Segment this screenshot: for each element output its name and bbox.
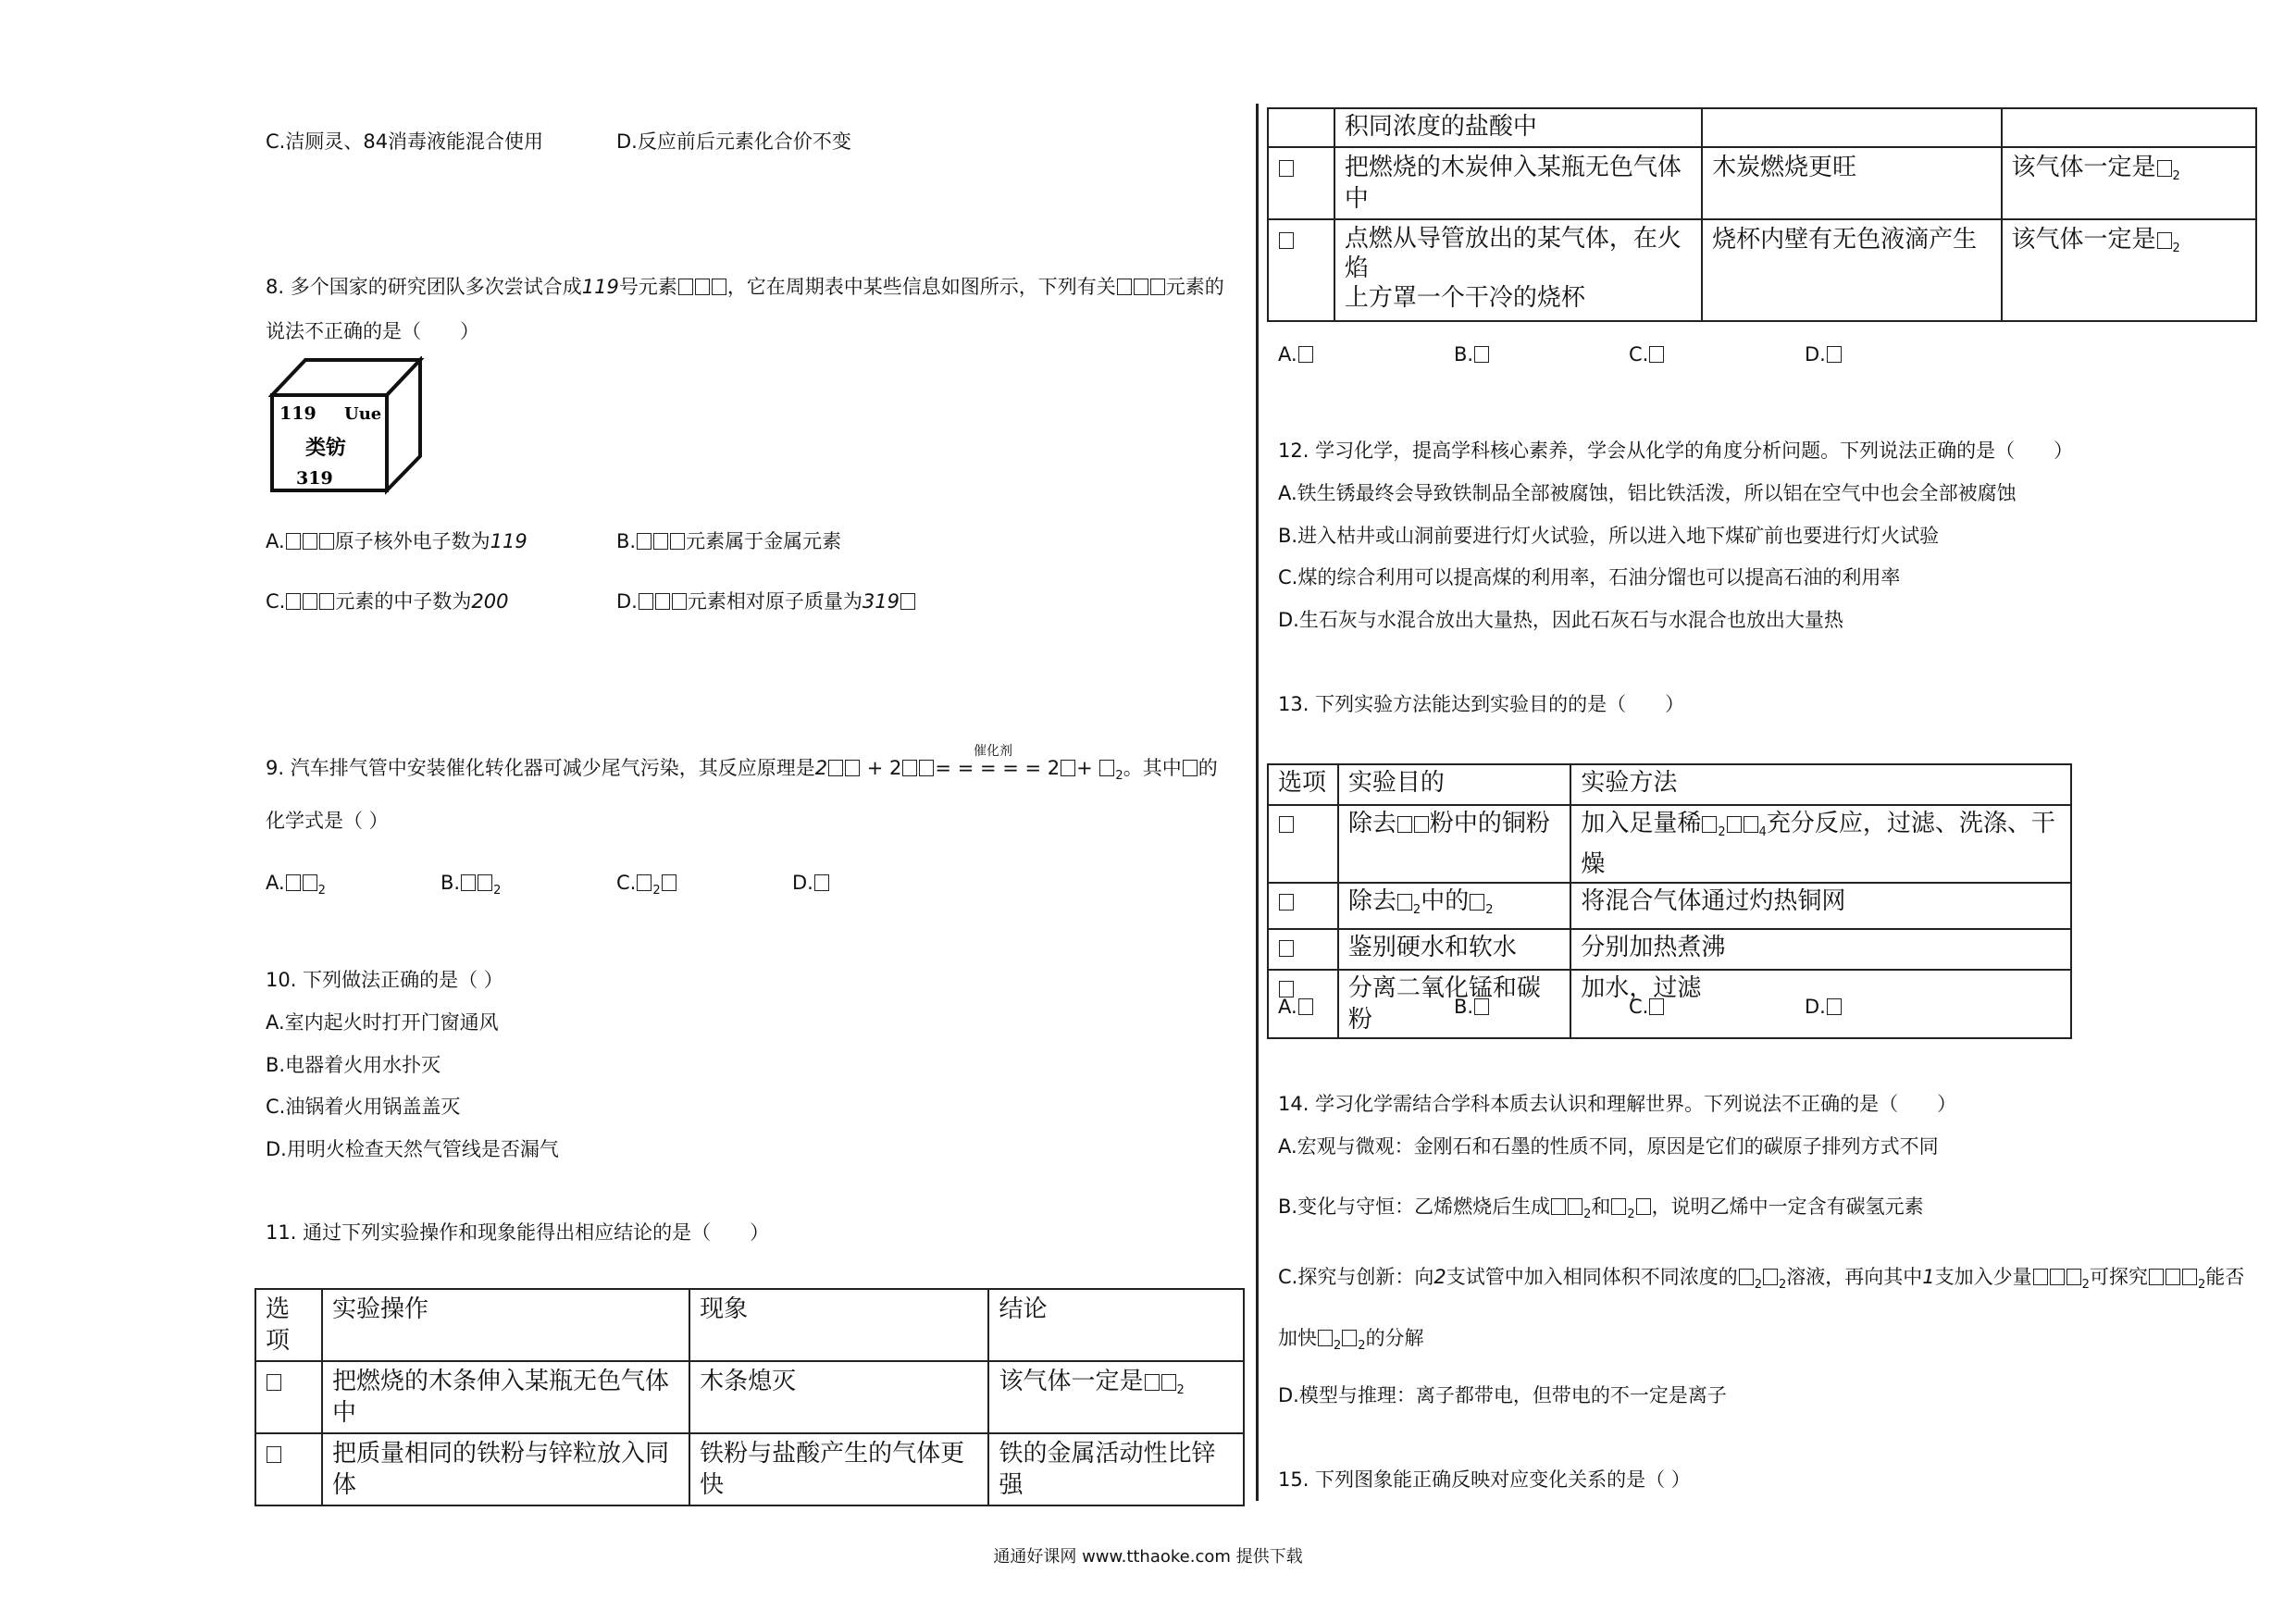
table-row xyxy=(1268,805,2071,883)
q9-option-c: C. $_2$ xyxy=(616,870,677,904)
operation-cell: 把质量相同的铁粉与锌粒放入同 体 xyxy=(322,1433,689,1505)
q13-option-b: B. xyxy=(1454,994,1490,1020)
option-cell xyxy=(1268,147,1334,219)
option-cell xyxy=(1268,805,1338,883)
q8-option-c: C. 元素的中子数为200 xyxy=(266,590,509,613)
q14-option-a: A.宏观与微观：金刚石和石墨的性质不同，原因是它们的碳原子排列方式不同 xyxy=(1278,1135,1939,1158)
q8-stem-line1: 8. 多个国家的研究团队多次尝试合成119号元素 ，它在周期表中某些信息如图所示，下列有关 元素的 xyxy=(266,276,1224,298)
q13-option-d: D. xyxy=(1805,994,1843,1020)
table-header-row xyxy=(1268,764,2071,805)
table-row xyxy=(1268,108,2256,147)
q11-option-c: C. xyxy=(1629,341,1665,367)
q11-table-part1 xyxy=(254,1288,1245,1506)
q9-stem-line1: 9. 汽车排气管中安装催化转化器可减少尾气污染，其反应原理是2 + 2 = = = = = 2 + $_2$。其中 的 xyxy=(266,757,1218,783)
phenomenon-cell: 烧杯内壁有无色液滴产生 xyxy=(1702,219,2001,321)
q13-table xyxy=(1267,763,2072,1039)
option-cell xyxy=(1268,883,1338,929)
q10-option-c: C.油锅着火用锅盖盖灭 xyxy=(266,1096,461,1118)
card-symbol: Uue xyxy=(344,404,382,424)
q13-option-a: A. xyxy=(1278,994,1314,1020)
option-cell xyxy=(1268,219,1334,321)
q8-stem-line2: 说法不正确的是（ ） xyxy=(266,320,479,342)
option-cell xyxy=(255,1433,322,1505)
q13-stem: 13. 下列实验方法能达到实验目的的是（ ） xyxy=(1278,693,1685,715)
header-phenomenon: 现象 xyxy=(689,1289,988,1361)
q12-option-c: C.煤的综合利用可以提高煤的利用率，石油分馏也可以提高石油的利用率 xyxy=(1278,566,1901,588)
purpose-cell: 除去 粉中的铜粉 xyxy=(1338,805,1570,883)
option-cell xyxy=(1268,929,1338,970)
q8-option-a: A. 原子核外电子数为119 xyxy=(266,530,527,552)
q9-option-b: B. $_2$ xyxy=(441,872,502,898)
q11-option-d: D. xyxy=(1805,341,1843,367)
operation-cell: 把燃烧的木炭伸入某瓶无色气体 中 xyxy=(1334,147,1702,219)
header-method: 实验方法 xyxy=(1570,764,2071,805)
q9-option-d: D. xyxy=(792,870,830,896)
q14-option-d: D.模型与推理：离子都带电，但带电的不一定是离子 xyxy=(1278,1384,1727,1406)
q14-option-b: B.变化与守恒：乙烯燃烧后生成 $_2$和 $_2$ ，说明乙烯中一定含有碳氢元素 xyxy=(1278,1196,1924,1221)
conclusion-cell: 铁的金属活动性比锌 强 xyxy=(988,1433,1244,1505)
q10-option-d: D.用明火检查天然气管线是否漏气 xyxy=(266,1138,559,1160)
table-header-row xyxy=(255,1289,1244,1361)
conclusion-cell: 该气体一定是 $_2$ xyxy=(2002,219,2257,321)
q12-option-d: D.生石灰与水混合放出大量热，因此石灰石与水混合也放出大量热 xyxy=(1278,609,1843,631)
table-row xyxy=(1268,970,2071,1038)
conclusion-cell: 该气体一定是 $_2$ xyxy=(2002,147,2257,219)
q11-table-part2 xyxy=(1267,107,2257,322)
header-operation: 实验操作 xyxy=(322,1289,689,1361)
q12-option-b: B.进入枯井或山洞前要进行灯火试验，所以进入地下煤矿前也要进行灯火试验 xyxy=(1278,525,1940,547)
method-cell: 分别加热煮沸 xyxy=(1570,929,2071,970)
operation-cell: 把燃烧的木条伸入某瓶无色气体 中 xyxy=(322,1361,689,1433)
purpose-cell: 除去 $_2$中的 $_2$ xyxy=(1338,883,1570,929)
q11-stem: 11. 通过下列实验操作和现象能得出相应结论的是（ ） xyxy=(266,1221,770,1244)
q10-stem: 10. 下列做法正确的是（ ） xyxy=(266,969,503,991)
q12-option-a: A.铁生锈最终会导致铁制品全部被腐蚀，铝比铁活泼，所以铝在空气中也会全部被腐蚀 xyxy=(1278,482,2017,504)
card-number: 119 xyxy=(279,403,316,424)
header-option: 选项 xyxy=(1268,764,1338,805)
q10-option-a: A.室内起火时打开门窗通风 xyxy=(266,1011,499,1034)
header-option: 选 项 xyxy=(255,1289,322,1361)
conclusion-cell: 该气体一定是 $_2$ xyxy=(988,1361,1244,1433)
q8-option-d: D. 元素相对原子质量为319 xyxy=(616,588,916,614)
element-card-image xyxy=(268,356,426,495)
operation-cell: 积同浓度的盐酸中 xyxy=(1334,108,1702,147)
q7-option-d: D.反应前后元素化合价不变 xyxy=(616,130,851,153)
table-row xyxy=(1268,219,2256,321)
q7-option-c: C.洁厕灵、84消毒液能混合使用 xyxy=(266,130,544,153)
table-row xyxy=(1268,883,2071,929)
phenomenon-cell: 铁粉与盐酸产生的气体更 快 xyxy=(689,1433,988,1505)
phenomenon-cell: 木炭燃烧更旺 xyxy=(1702,147,2001,219)
q14-option-c-line2: 加快 $_2$ $_2$的分解 xyxy=(1278,1327,1424,1353)
option-cell xyxy=(255,1361,322,1433)
table-row xyxy=(1268,929,2071,970)
q14-stem: 14. 学习化学需结合学科本质去认识和理解世界。下列说法不正确的是（ ） xyxy=(1278,1093,1957,1115)
q14-option-c-line1: C.探究与创新：向2支试管中加入相同体积不同浓度的 $_2$ $_2$溶液，再向其中1支加入少量 $_2$可探究 $_2$能否 xyxy=(1278,1266,2245,1292)
column-divider xyxy=(1256,104,1259,1501)
q9-catalyst-label: 催化剂 xyxy=(974,744,1012,759)
q12-stem: 12. 学习化学，提高学科核心素养，学会从化学的角度分析问题。下列说法正确的是（ ） xyxy=(1278,440,2074,462)
method-cell: 将混合气体通过灼热铜网 xyxy=(1570,883,2071,929)
q13-option-c: C. xyxy=(1629,994,1665,1020)
page-footer: 通通好课网 www.tthaoke.com 提供下载 xyxy=(993,1547,1303,1567)
q9-option-a: A. $_2$ xyxy=(266,872,326,898)
q15-stem: 15. 下列图象能正确反映对应变化关系的是（ ） xyxy=(1278,1468,1691,1491)
method-cell: 加入足量稀 $_2$ $_4$充分反应，过滤、洗涤、干燥 xyxy=(1570,805,2071,883)
q11-option-a: A. xyxy=(1278,341,1314,367)
phenomenon-cell: 木条熄灭 xyxy=(689,1361,988,1433)
card-mass: 319 xyxy=(296,468,333,489)
q8-option-b: B. 元素属于金属元素 xyxy=(616,530,842,552)
card-name: 类钫 xyxy=(305,437,347,460)
operation-cell: 点燃从导管放出的某气体，在火 焰 上方罩一个干冷的烧杯 xyxy=(1334,219,1702,321)
table-row xyxy=(1268,147,2256,219)
purpose-cell: 分离二氧化锰和碳粉 xyxy=(1338,970,1570,1038)
q10-option-b: B.电器着火用水扑灭 xyxy=(266,1054,441,1076)
purpose-cell: 鉴别硬水和软水 xyxy=(1338,929,1570,970)
q9-stem-line2: 化学式是（ ） xyxy=(266,810,389,832)
q11-option-b: B. xyxy=(1454,341,1490,367)
header-purpose: 实验目的 xyxy=(1338,764,1570,805)
header-conclusion: 结论 xyxy=(988,1289,1244,1361)
method-cell: 加水，过滤 xyxy=(1570,970,2071,1038)
table-row xyxy=(255,1433,1244,1505)
table-row xyxy=(255,1361,1244,1433)
